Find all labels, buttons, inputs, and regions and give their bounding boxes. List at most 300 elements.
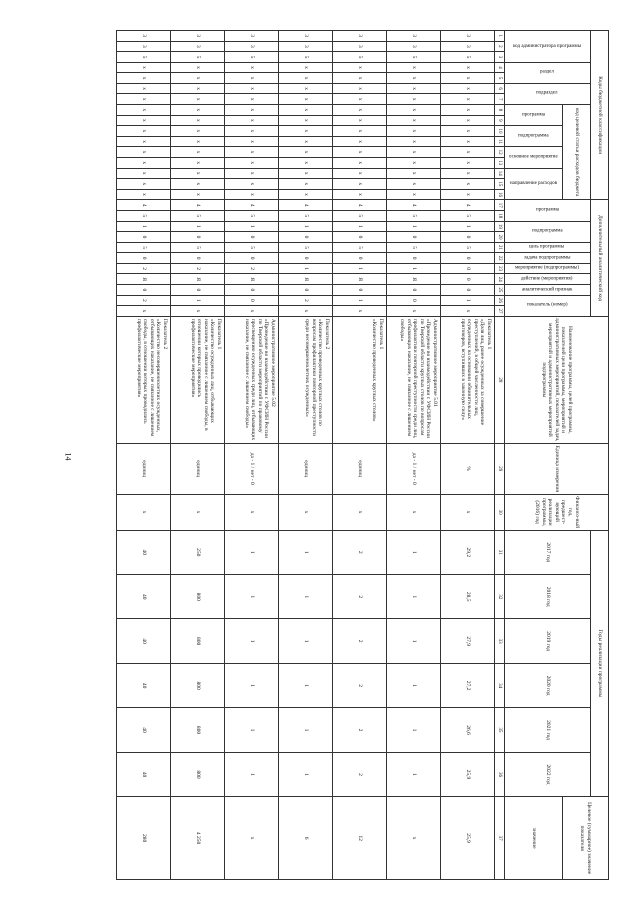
budget-code-cell: x — [279, 105, 333, 116]
budget-code-cell: x — [333, 94, 387, 105]
analytic-code-cell: Я — [279, 274, 333, 285]
extra-code-cell: x — [171, 306, 225, 317]
year-value-cell: 1 — [387, 530, 441, 574]
analytic-code-cell: 5 — [117, 211, 171, 222]
indicator-name: Показатель 1 «Количество осужденных лиц, отбывающих наказание, не связанное с лишением свободы, в отношении которых проводились профилактические мероприятия» — [171, 316, 225, 443]
target-group-header: Целевое (суммарное) значение показателя — [563, 797, 609, 880]
analytic-code-cell: 4 — [225, 200, 279, 211]
budget-code-cell: x — [441, 94, 495, 105]
analytic-code-cell: 1 — [333, 295, 387, 306]
budget-code-cell: x — [333, 179, 387, 190]
budget-code-cell: x — [279, 115, 333, 126]
subprogram-code-header: подпрограмма — [505, 126, 563, 147]
column-number: 37 — [495, 797, 505, 880]
budget-code-cell: x — [225, 105, 279, 116]
budget-code-cell: x — [279, 179, 333, 190]
budget-code-cell: x — [171, 189, 225, 200]
razdel-header: раздел — [505, 62, 591, 83]
budget-code-cell: x — [279, 136, 333, 147]
column-number: 19 — [495, 221, 505, 232]
analytic-code-cell: 0 — [333, 285, 387, 296]
budget-code-cell: x — [117, 115, 171, 126]
a-event-header: мероприятие (подпрограммы) — [505, 263, 591, 274]
budget-code-cell: x — [387, 126, 441, 137]
rotated-page — [105, 30, 609, 880]
analytic-code-cell: 0 — [117, 285, 171, 296]
budget-code-cell: x — [387, 115, 441, 126]
budget-code-cell: x — [333, 115, 387, 126]
budget-code-cell: x — [387, 147, 441, 158]
year-value-cell: 1 — [279, 619, 333, 663]
budget-code-cell: 3 — [441, 41, 495, 52]
base-year-cell: x — [225, 494, 279, 530]
year-value-cell: 40 — [117, 575, 171, 619]
budget-code-cell: 5 — [279, 52, 333, 63]
analytic-code-cell: 1 — [441, 295, 495, 306]
budget-code-cell: x — [117, 126, 171, 137]
budget-code-cell: x — [225, 94, 279, 105]
add-code-group-header: Дополнительный аналитический код — [591, 200, 609, 316]
analytic-code-cell: 0 — [441, 274, 495, 285]
column-number: 26 — [495, 295, 505, 306]
budget-code-cell: x — [387, 94, 441, 105]
analytic-code-cell: 1 — [279, 221, 333, 232]
column-number: 3 — [495, 52, 505, 63]
budget-code-cell: x — [279, 62, 333, 73]
year-value-cell: 2 — [333, 708, 387, 752]
analytic-code-cell: 2 — [225, 263, 279, 274]
budget-code-cell: x — [333, 126, 387, 137]
budget-code-cell: x — [279, 94, 333, 105]
fin-year-header: Финансо-вый год, предшест-вующий реализации программы, (2016) год — [505, 494, 609, 530]
analytic-code-cell: 1 — [171, 295, 225, 306]
budget-code-cell: x — [441, 73, 495, 84]
year-value-cell: 1 — [387, 708, 441, 752]
budget-code-cell: x — [441, 168, 495, 179]
analytic-code-cell: 1 — [333, 221, 387, 232]
column-number: 12 — [495, 147, 505, 158]
analytic-code-cell: Я — [225, 274, 279, 285]
analytic-code-cell: Я — [117, 274, 171, 285]
budget-code-cell: x — [441, 126, 495, 137]
analytic-code-cell: 0 — [279, 253, 333, 264]
analytic-code-cell: 5 — [171, 211, 225, 222]
budget-code-cell: 3 — [171, 31, 225, 42]
analytic-code-cell: 5 — [279, 211, 333, 222]
program-code-header: программа — [505, 105, 563, 126]
main-event-code-header: основное мероприятие — [505, 147, 563, 168]
column-number: 10 — [495, 126, 505, 137]
budget-code-cell: 3 — [225, 41, 279, 52]
analytic-code-cell: 0 — [279, 232, 333, 243]
target-value-cell: 4 250 — [171, 797, 225, 880]
analytic-code-cell: 1 — [171, 221, 225, 232]
analytic-code-cell: 0 — [333, 253, 387, 264]
budget-code-cell: x — [225, 136, 279, 147]
column-number: 13 — [495, 157, 505, 168]
budget-code-cell: x — [279, 168, 333, 179]
budget-code-cell: x — [171, 115, 225, 126]
year-value-cell: 40 — [117, 619, 171, 663]
year-value-cell: 29,2 — [441, 530, 495, 574]
table-row — [387, 31, 441, 880]
budget-code-cell: x — [117, 94, 171, 105]
budget-code-cell: 3 — [279, 41, 333, 52]
indicator-name: Административное мероприятие 5.01 «Проведение во взаимодействии с УФСИН России по Тверской области круглых столов по вопросам профилактики повторной преступности среди лиц, отбывающих наказание, не связанное с лишением свободы» — [387, 316, 441, 443]
year-value-cell: 1 — [279, 575, 333, 619]
budget-code-cell: x — [441, 83, 495, 94]
extra-code-cell: x — [225, 306, 279, 317]
budget-code-cell: 5 — [333, 52, 387, 63]
budget-code-cell: 3 — [333, 31, 387, 42]
table-row — [279, 31, 333, 880]
analytic-code-cell: 0 — [225, 253, 279, 264]
year-value-cell: 1 — [225, 752, 279, 796]
budget-code-cell: 3 — [225, 31, 279, 42]
budget-code-cell: x — [117, 136, 171, 147]
a-task-header: задача подпрограммы — [505, 253, 591, 264]
column-number: 17 — [495, 200, 505, 211]
budget-code-cell: x — [225, 73, 279, 84]
analytic-code-cell: 0 — [279, 285, 333, 296]
analytic-code-cell: 0 — [387, 232, 441, 243]
year-2021-header: 2021 год — [505, 708, 591, 752]
year-value-cell: 1 — [387, 619, 441, 663]
unit-cell: единиц — [279, 443, 333, 494]
budget-code-cell: 3 — [117, 41, 171, 52]
analytic-code-cell: 4 — [387, 200, 441, 211]
budget-code-cell: 5 — [225, 52, 279, 63]
target-value-cell: 280 — [117, 797, 171, 880]
budget-code-cell: x — [225, 147, 279, 158]
analytic-code-cell: 0 — [387, 253, 441, 264]
analytic-code-cell: 4 — [117, 200, 171, 211]
page-number: 14 — [63, 452, 73, 461]
column-number: 9 — [495, 115, 505, 126]
extra-code-cell: x — [333, 306, 387, 317]
analytic-code-cell: 1 — [279, 263, 333, 274]
year-value-cell: 40 — [117, 708, 171, 752]
unit-cell: единиц — [171, 443, 225, 494]
base-year-cell: x — [387, 494, 441, 530]
rotated-content — [105, 30, 609, 880]
year-value-cell: 1 — [225, 663, 279, 707]
budget-code-cell: 3 — [441, 31, 495, 42]
budget-code-cell: x — [333, 147, 387, 158]
year-2019-header: 2019 год — [505, 619, 591, 663]
analytic-code-cell: 1 — [387, 263, 441, 274]
column-number: 34 — [495, 663, 505, 707]
direction-code-header: направление расходов — [505, 168, 563, 200]
target-value-cell: x — [387, 797, 441, 880]
year-value-cell: 1 — [387, 663, 441, 707]
column-number: 32 — [495, 575, 505, 619]
budget-code-cell: x — [171, 83, 225, 94]
year-value-cell: 26,6 — [441, 708, 495, 752]
analytic-code-cell: 1 — [225, 221, 279, 232]
column-number: 2 — [495, 41, 505, 52]
budget-code-cell: x — [117, 179, 171, 190]
analytic-code-cell: 5 — [333, 211, 387, 222]
budget-code-cell: x — [225, 189, 279, 200]
analytic-code-cell: 5 — [225, 211, 279, 222]
year-value-cell: 40 — [117, 752, 171, 796]
extra-code-cell: x — [279, 306, 333, 317]
budget-code-cell: x — [171, 168, 225, 179]
analytic-code-cell: 4 — [171, 200, 225, 211]
program-table — [116, 30, 609, 880]
budget-code-cell: x — [171, 147, 225, 158]
target-value-header: значение — [505, 797, 563, 880]
column-number: 35 — [495, 708, 505, 752]
budget-code-cell: 3 — [171, 41, 225, 52]
analytic-code-cell: 1 — [387, 221, 441, 232]
admin-code-header: код администратора программы — [505, 31, 591, 63]
budget-code-cell: 5 — [387, 52, 441, 63]
unit-cell: % — [441, 443, 495, 494]
column-number: 18 — [495, 211, 505, 222]
budget-code-cell: 5 — [171, 52, 225, 63]
budget-code-cell: x — [171, 126, 225, 137]
indicator-name: Показатель 1 «Количество проведенных круглых столов» — [333, 316, 387, 443]
analytic-code-cell: 5 — [387, 211, 441, 222]
budget-code-cell: x — [171, 73, 225, 84]
table-row — [117, 31, 171, 880]
analytic-code-cell: 0 — [225, 295, 279, 306]
extra-code-cell: x — [117, 306, 171, 317]
year-value-cell: 1 — [387, 752, 441, 796]
analytic-code-cell: 2 — [171, 263, 225, 274]
year-value-cell: 800 — [171, 619, 225, 663]
budget-code-cell: x — [333, 83, 387, 94]
budget-code-cell: x — [333, 157, 387, 168]
indicator-name: Показатель 2 «Количество несовершеннолетних осужденных, отбывающих наказание, не связанное с лишением свободы, в отношении которых проводились профилактические мероприятия» — [117, 316, 171, 443]
budget-code-cell: x — [279, 189, 333, 200]
budget-code-cell: x — [225, 157, 279, 168]
column-number: 7 — [495, 94, 505, 105]
analytic-code-cell: 0 — [441, 253, 495, 264]
budget-code-cell: x — [441, 189, 495, 200]
table-row — [333, 31, 387, 880]
year-value-cell: 1 — [225, 708, 279, 752]
budget-code-cell: x — [441, 136, 495, 147]
budget-code-cell: 5 — [117, 52, 171, 63]
unit-cell: единиц — [333, 443, 387, 494]
analytic-code-cell: 2 — [279, 295, 333, 306]
unit-cell: единиц — [117, 443, 171, 494]
year-value-cell: 27,9 — [441, 619, 495, 663]
column-number: 27 — [495, 306, 505, 317]
budget-code-cell: x — [441, 115, 495, 126]
column-number: 14 — [495, 168, 505, 179]
budget-code-cell: x — [225, 62, 279, 73]
year-2020-header: 2020 год — [505, 663, 591, 707]
budget-code-cell: x — [333, 189, 387, 200]
unit-cell: да - 1 / нет - 0 — [387, 443, 441, 494]
column-number: 4 — [495, 62, 505, 73]
a-goal-header: цель программы — [505, 242, 591, 253]
budget-code-cell: x — [279, 157, 333, 168]
analytic-code-cell: 0 — [333, 232, 387, 243]
year-2022-header: 2022 год — [505, 752, 591, 796]
column-number: 5 — [495, 73, 505, 84]
a-subprogram-header: подпрограмма — [505, 221, 591, 242]
year-value-cell: 40 — [117, 530, 171, 574]
analytic-code-cell: 5 — [117, 242, 171, 253]
column-number: 30 — [495, 494, 505, 530]
budget-code-cell: x — [441, 157, 495, 168]
budget-code-cell: x — [117, 168, 171, 179]
analytic-code-cell: Я — [333, 274, 387, 285]
column-number: 29 — [495, 443, 505, 494]
table-body — [117, 31, 495, 880]
analytic-code-cell: 0 — [171, 232, 225, 243]
budget-code-cell: x — [117, 62, 171, 73]
budget-code-cell: x — [441, 179, 495, 190]
column-number: 31 — [495, 530, 505, 574]
budget-code-cell: x — [171, 94, 225, 105]
budget-code-cell: x — [387, 189, 441, 200]
budget-code-cell: x — [279, 147, 333, 158]
column-number: 6 — [495, 83, 505, 94]
analytic-code-cell: 0 — [441, 285, 495, 296]
extra-code-cell: x — [387, 306, 441, 317]
budget-code-cell: x — [333, 73, 387, 84]
budget-code-cell: x — [171, 136, 225, 147]
budget-code-cell: x — [171, 62, 225, 73]
year-value-cell: 800 — [171, 663, 225, 707]
analytic-code-cell: 0 — [117, 253, 171, 264]
a-program-header: программа — [505, 200, 591, 221]
analytic-code-cell: 5 — [333, 242, 387, 253]
budget-code-cell: 3 — [117, 31, 171, 42]
table-row — [225, 31, 279, 880]
year-value-cell: 25,9 — [441, 752, 495, 796]
year-value-cell: 28,5 — [441, 575, 495, 619]
budget-code-cell: x — [279, 126, 333, 137]
budget-code-cell: x — [387, 83, 441, 94]
analytic-code-cell: 0 — [171, 285, 225, 296]
target-value-cell: x — [225, 797, 279, 880]
budget-code-cell: x — [225, 168, 279, 179]
budget-code-cell: 3 — [333, 41, 387, 52]
analytic-code-cell: 5 — [279, 242, 333, 253]
year-value-cell: 2 — [333, 663, 387, 707]
unit-cell: да - 1 / нет - 0 — [225, 443, 279, 494]
budget-code-cell: x — [387, 73, 441, 84]
name-header: Наименование программы, целей программы, показателей цели программы, мероприятий и административных мероприятий, показателей задач, мероприятий и административных мероприятий подпрограммы — [505, 316, 609, 443]
base-year-cell: x — [441, 494, 495, 530]
target-value-cell: 12 — [333, 797, 387, 880]
analytic-code-cell: 2 — [117, 263, 171, 274]
budget-code-cell: x — [441, 62, 495, 73]
year-value-cell: 800 — [171, 752, 225, 796]
year-value-cell: 2 — [333, 575, 387, 619]
budget-code-cell: 3 — [387, 41, 441, 52]
podrazdel-header: подраздел — [505, 83, 591, 104]
column-number: 28 — [495, 316, 505, 443]
budget-code-cell: x — [387, 168, 441, 179]
year-value-cell: 800 — [171, 575, 225, 619]
budget-code-cell: x — [171, 179, 225, 190]
year-value-cell: 1 — [279, 530, 333, 574]
a-action-header: действие (мероприятия) — [505, 274, 591, 285]
unit-header: Единица измерения — [505, 443, 609, 494]
codes-group-header: Коды бюджетной классификации — [591, 31, 609, 200]
budget-code-cell: x — [441, 105, 495, 116]
budget-code-cell: x — [225, 83, 279, 94]
year-value-cell: 1 — [279, 708, 333, 752]
analytic-code-cell: 4 — [333, 200, 387, 211]
years-group-header: Годы реализации программы — [591, 530, 609, 797]
analytic-code-cell: 1 — [441, 221, 495, 232]
budget-code-cell: x — [117, 105, 171, 116]
indicator-name: Показатель 1 «Доля лиц, ранее осужденных за совершение преступлений, в общей численности лиц, осужденных на основании обвинительных приговоров, вступивших в законную силу» — [441, 316, 495, 443]
budget-code-cell: x — [333, 168, 387, 179]
analytic-code-cell: 0 — [225, 232, 279, 243]
budget-code-cell: x — [279, 73, 333, 84]
year-value-cell: 1 — [387, 575, 441, 619]
base-year-cell: x — [117, 494, 171, 530]
analytic-code-cell: Я — [171, 274, 225, 285]
column-number: 24 — [495, 274, 505, 285]
column-number: 15 — [495, 179, 505, 190]
year-value-cell: 250 — [171, 530, 225, 574]
budget-code-cell: x — [225, 179, 279, 190]
year-value-cell: 1 — [225, 530, 279, 574]
budget-code-cell: x — [333, 105, 387, 116]
analytic-code-cell: 4 — [279, 200, 333, 211]
indicator-name: Показатель 2 «Количество проведенных круглых столов по вопросам профилактики повторной преступности среди несовершеннолетних осужденных» — [279, 316, 333, 443]
year-2017-header: 2017 год — [505, 530, 591, 574]
column-number: 25 — [495, 285, 505, 296]
analytic-code-cell: 5 — [387, 242, 441, 253]
year-2018-header: 2018 год — [505, 575, 591, 619]
budget-code-cell: 5 — [441, 52, 495, 63]
budget-code-cell: 3 — [279, 31, 333, 42]
column-number: 33 — [495, 619, 505, 663]
analytic-code-cell: 1 — [117, 221, 171, 232]
a-indicator-header: показатель (номер) — [505, 295, 591, 316]
analytic-code-cell: 2 — [117, 295, 171, 306]
year-value-cell: 40 — [117, 663, 171, 707]
table-row — [441, 31, 495, 880]
budget-code-cell: x — [117, 83, 171, 94]
column-number: 21 — [495, 242, 505, 253]
column-number: 22 — [495, 253, 505, 264]
analytic-code-cell: 0 — [387, 295, 441, 306]
target-value-cell: 6 — [279, 797, 333, 880]
expense-group-header: код целевой статьи расходов бюджета — [563, 105, 591, 200]
year-value-cell: 1 — [225, 575, 279, 619]
base-year-cell: x — [171, 494, 225, 530]
table-row — [171, 31, 225, 880]
budget-code-cell: x — [117, 73, 171, 84]
analytic-code-cell: 5 — [441, 242, 495, 253]
column-number: 8 — [495, 105, 505, 116]
column-number: 11 — [495, 136, 505, 147]
analytic-code-cell: 1 — [333, 263, 387, 274]
column-number: 1 — [495, 31, 505, 42]
base-year-cell: x — [279, 494, 333, 530]
year-value-cell: 2 — [333, 530, 387, 574]
extra-code-cell: x — [441, 306, 495, 317]
budget-code-cell: x — [333, 136, 387, 147]
budget-code-cell: x — [279, 83, 333, 94]
column-number: 23 — [495, 263, 505, 274]
analytic-code-cell: 0 — [387, 285, 441, 296]
budget-code-cell: 3 — [387, 31, 441, 42]
